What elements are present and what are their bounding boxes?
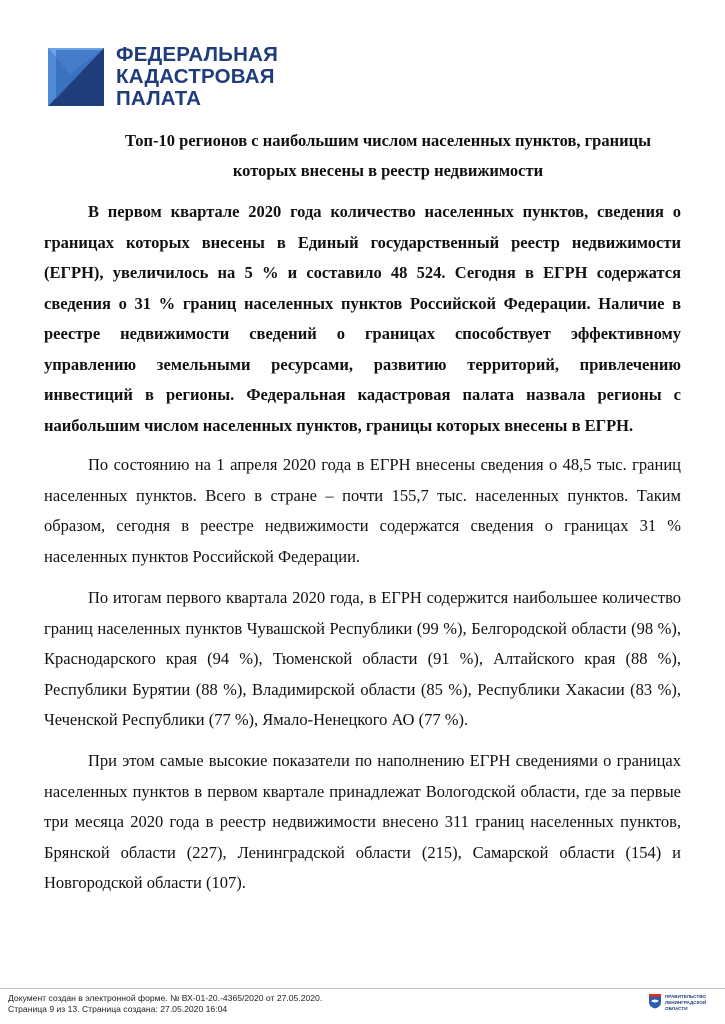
lead-paragraph: В первом квартале 2020 года количество населенных пунктов, сведения о границах которых внесены в Единый государственный реестр недвижимости (ЕГРН), увеличилось на 5 % и составило 48 524. Сегодня в ЕГРН содержатся сведения о 31 % границ населенных пунктов Российской Федерации. Наличие в реестре недвижимости сведений о границах способствует эффективному управлению земельными ресурсами, развитию территорий, привлечению инвестиций в регионы. Федеральная кадастровая палата назвала регионы с наибольшим числом населенных пунктов, границы которых внесены в ЕГРН. xyxy=(44,202,681,435)
gov-logo-line: ЛЕНИНГРАДСКОЙ xyxy=(665,1000,707,1005)
document-title xyxy=(58,126,718,186)
footer-divider xyxy=(0,988,725,989)
logo-wordmark xyxy=(116,44,278,110)
gov-logo-line: ПРАВИТЕЛЬСТВО xyxy=(665,994,706,999)
body-paragraph: По итогам первого квартала 2020 года, в ЕГРН содержится наибольшее количество границ населенных пунктов Чувашской Республики (99 %), Белгородской области (98 %), Краснодарского края (94 %), Тюменской области (91 %), Алтайского края (88 %), Республики Бурятии (88 %), Владимирской области (85 %), Республики Хакасии (83 %), Чеченской Республики (77 %), Ямало-Ненецкого АО (77 %). xyxy=(44,588,681,729)
footer-line: Документ создан в электронной форме. № ВХ-01-20.-4365/2020 от 27.05.2020. xyxy=(8,993,323,1003)
leningrad-oblast-emblem-icon xyxy=(648,993,662,1009)
body-paragraph: При этом самые высокие показатели по наполнению ЕГРН сведениями о границах населенных пунктов в первом квартале принадлежат Вологодской области, где за первые три месяца 2020 года в реестр недвижимости внесено 311 границ населенных пунктов, Брянской области (227), Ленинградской области (215), Самарской области (154) и Новгородской области (107). xyxy=(44,751,681,892)
kadastr-chevron-logo-icon xyxy=(48,44,106,108)
footer-line: Страница 9 из 13. Страница создана: 27.05.2020 16:04 xyxy=(8,1003,228,1014)
kadastr-logo xyxy=(48,44,278,110)
logo-line: КАДАСТРОВАЯ xyxy=(116,65,275,88)
title-line: которых внесены в реестр недвижимости xyxy=(232,161,544,180)
gov-logo-line: ОБЛАСТИ xyxy=(665,1006,688,1011)
gov-logo-text xyxy=(665,994,706,1012)
title-line: Топ-10 регионов с наибольшим числом населенных пунктов, границы xyxy=(125,131,651,150)
logo-line: ПАЛАТА xyxy=(116,87,202,110)
footer-document-info xyxy=(8,993,322,1014)
logo-line: ФЕДЕРАЛЬНАЯ xyxy=(116,43,279,66)
body-paragraph: По состоянию на 1 апреля 2020 года в ЕГРН внесены сведения о 48,5 тыс. границ населенных пунктов. Всего в стране – почти 155,7 тыс. населенных пунктов. Таким образом, сегодня в реестре недвижимости содержатся сведения о границах 31 % населенных пунктов Российской Федерации. xyxy=(44,455,681,566)
